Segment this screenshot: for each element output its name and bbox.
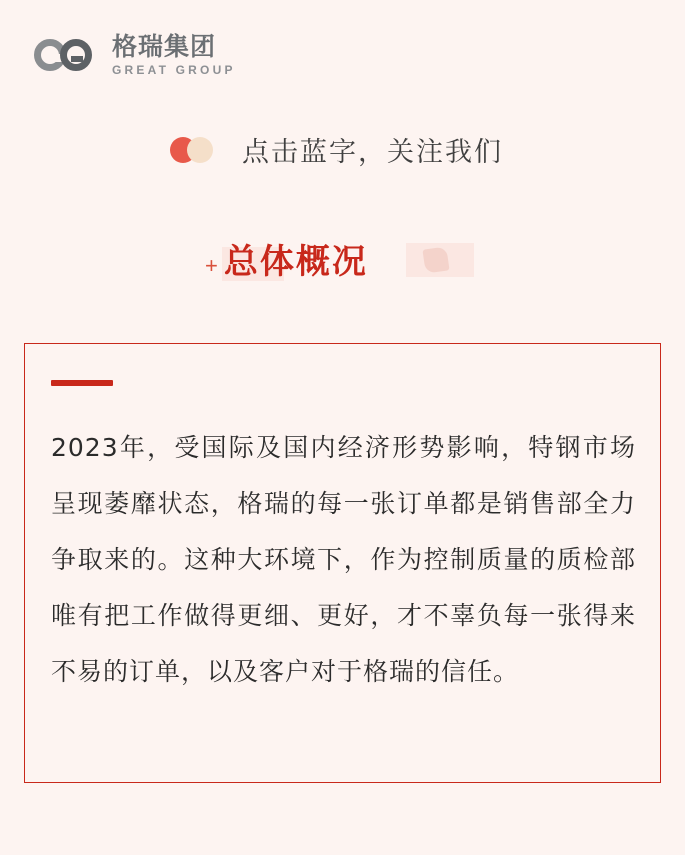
- ribbon-decoration-icon: [406, 243, 474, 277]
- follow-prompt-label: 点击蓝字，关注我们: [242, 137, 503, 168]
- article-paragraph: 2023年，受国际及国内经济形势影响，特钢市场呈现萎靡状态，格瑞的每一张订单都是销售部全力争取来的。这种大环境下，作为控制质量的质检部唯有把工作做得更细、更好，才不辜负每一张得来不易的订单，以及客户对于格瑞的信任。: [51, 433, 636, 686]
- two-circles-icon: [170, 137, 220, 163]
- brand-logo: [34, 34, 236, 76]
- follow-prompt[interactable]: [170, 130, 503, 169]
- red-dash-icon: [51, 380, 113, 386]
- brand-name-en: GREAT GROUP: [112, 63, 236, 77]
- brand-name-cn: 格瑞集团: [112, 32, 217, 61]
- brand-logo-text: [112, 34, 236, 76]
- page-title: 总体概况: [223, 241, 368, 282]
- plus-icon: +: [205, 253, 218, 278]
- section-heading: [205, 228, 368, 288]
- article-card: [24, 343, 661, 783]
- cg-monogram-icon: [34, 38, 100, 72]
